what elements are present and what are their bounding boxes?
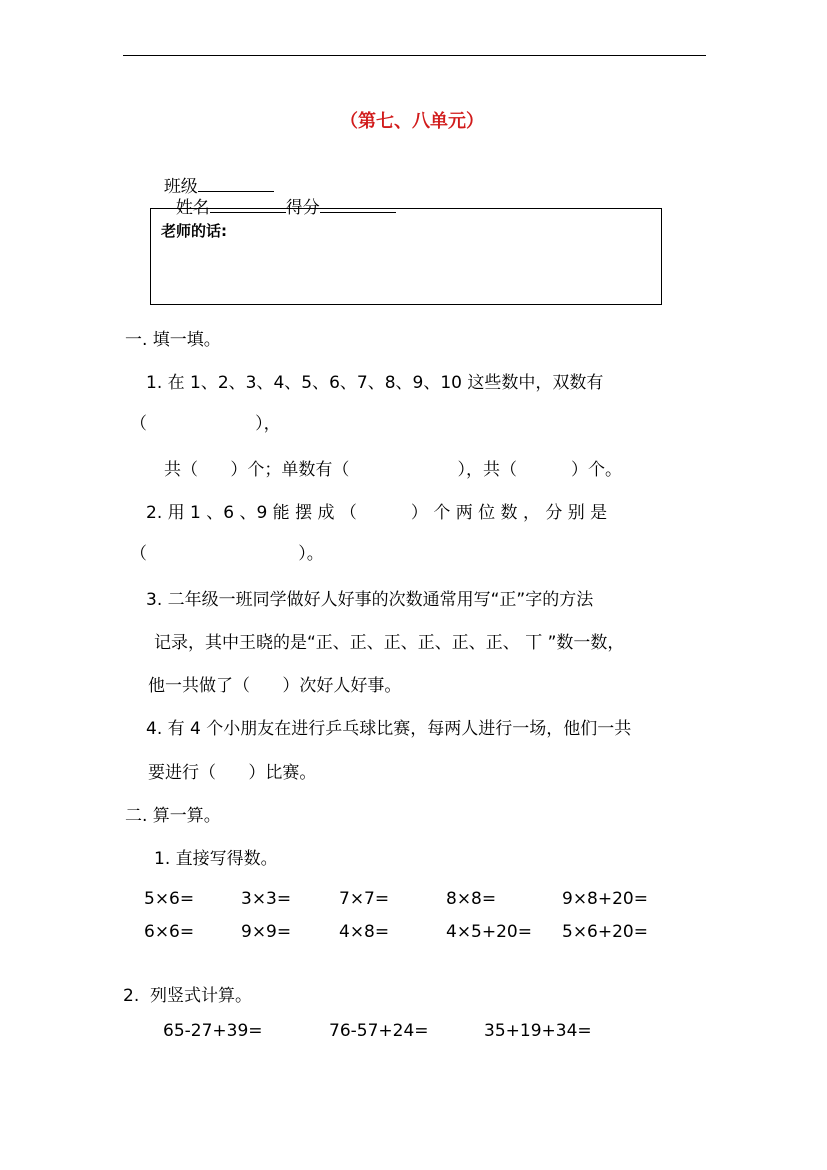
page-title: （第七、八单元）: [340, 111, 484, 132]
teacher-comment-box: [150, 208, 662, 305]
calc-row2-item3: 4×8=: [339, 922, 390, 942]
question4-line1: 4. 有 4 个小朋友在进行乒乓球比赛，每两人进行一场，他们一共: [146, 719, 632, 739]
header-rule: [123, 55, 706, 56]
calc-row1-item2: 3×3=: [241, 889, 292, 909]
question2-line1: 2. 用 1 、6 、9 能 摆 成 （ ） 个 两 位 数 ， 分 别 是: [146, 503, 608, 523]
subsection2-title: 2. 列竖式计算。: [123, 986, 253, 1006]
vertical-calc-item3: 35+19+34=: [484, 1021, 592, 1041]
calc-row2-item2: 9×9=: [241, 922, 292, 942]
calc-row1-item5: 9×8+20=: [562, 889, 648, 909]
question1-line2: （ ），: [130, 414, 281, 434]
vertical-calc-item1: 65-27+39=: [163, 1021, 263, 1041]
calc-row2-item5: 5×6+20=: [562, 922, 648, 942]
subsection1-title: 1. 直接写得数。: [154, 849, 278, 869]
calc-row1-item3: 7×7=: [339, 889, 390, 909]
question4-line2: 要进行（ ）比赛。: [148, 763, 317, 783]
class-blank[interactable]: [198, 175, 274, 192]
question3-line3: 他一共做了（ ）次好人好事。: [148, 676, 402, 696]
class-label: 班级: [163, 177, 198, 197]
calc-row1-item4: 8×8=: [446, 889, 497, 909]
section1-heading: 一. 填一填。: [125, 330, 221, 350]
calc-row2-item4: 4×5+20=: [446, 922, 532, 942]
calc-row1-item1: 5×6=: [144, 889, 195, 909]
teacher-comment-label: 老师的话:: [161, 222, 227, 240]
question1-line1: 1. 在 1、2、3、4、5、6、7、8、9、10 这些数中，双数有: [146, 373, 604, 393]
question3-line1: 3. 二年级一班同学做好人好事的次数通常用写“正”字的方法: [146, 590, 594, 610]
score-label: 得分: [285, 198, 320, 218]
calc-row2-item1: 6×6=: [144, 922, 195, 942]
question3-line2: 记录，其中王晓的是“正、正、正、正、正、正、 丅 ”数一数，: [154, 633, 625, 653]
name-label: 姓名: [175, 198, 210, 218]
question2-line2: （ ）。: [130, 544, 324, 564]
section2-heading: 二. 算一算。: [125, 806, 221, 826]
vertical-calc-item2: 76-57+24=: [329, 1021, 429, 1041]
question1-line3: 共（ ）个；单数有（ ），共（ ）个。: [164, 460, 623, 480]
